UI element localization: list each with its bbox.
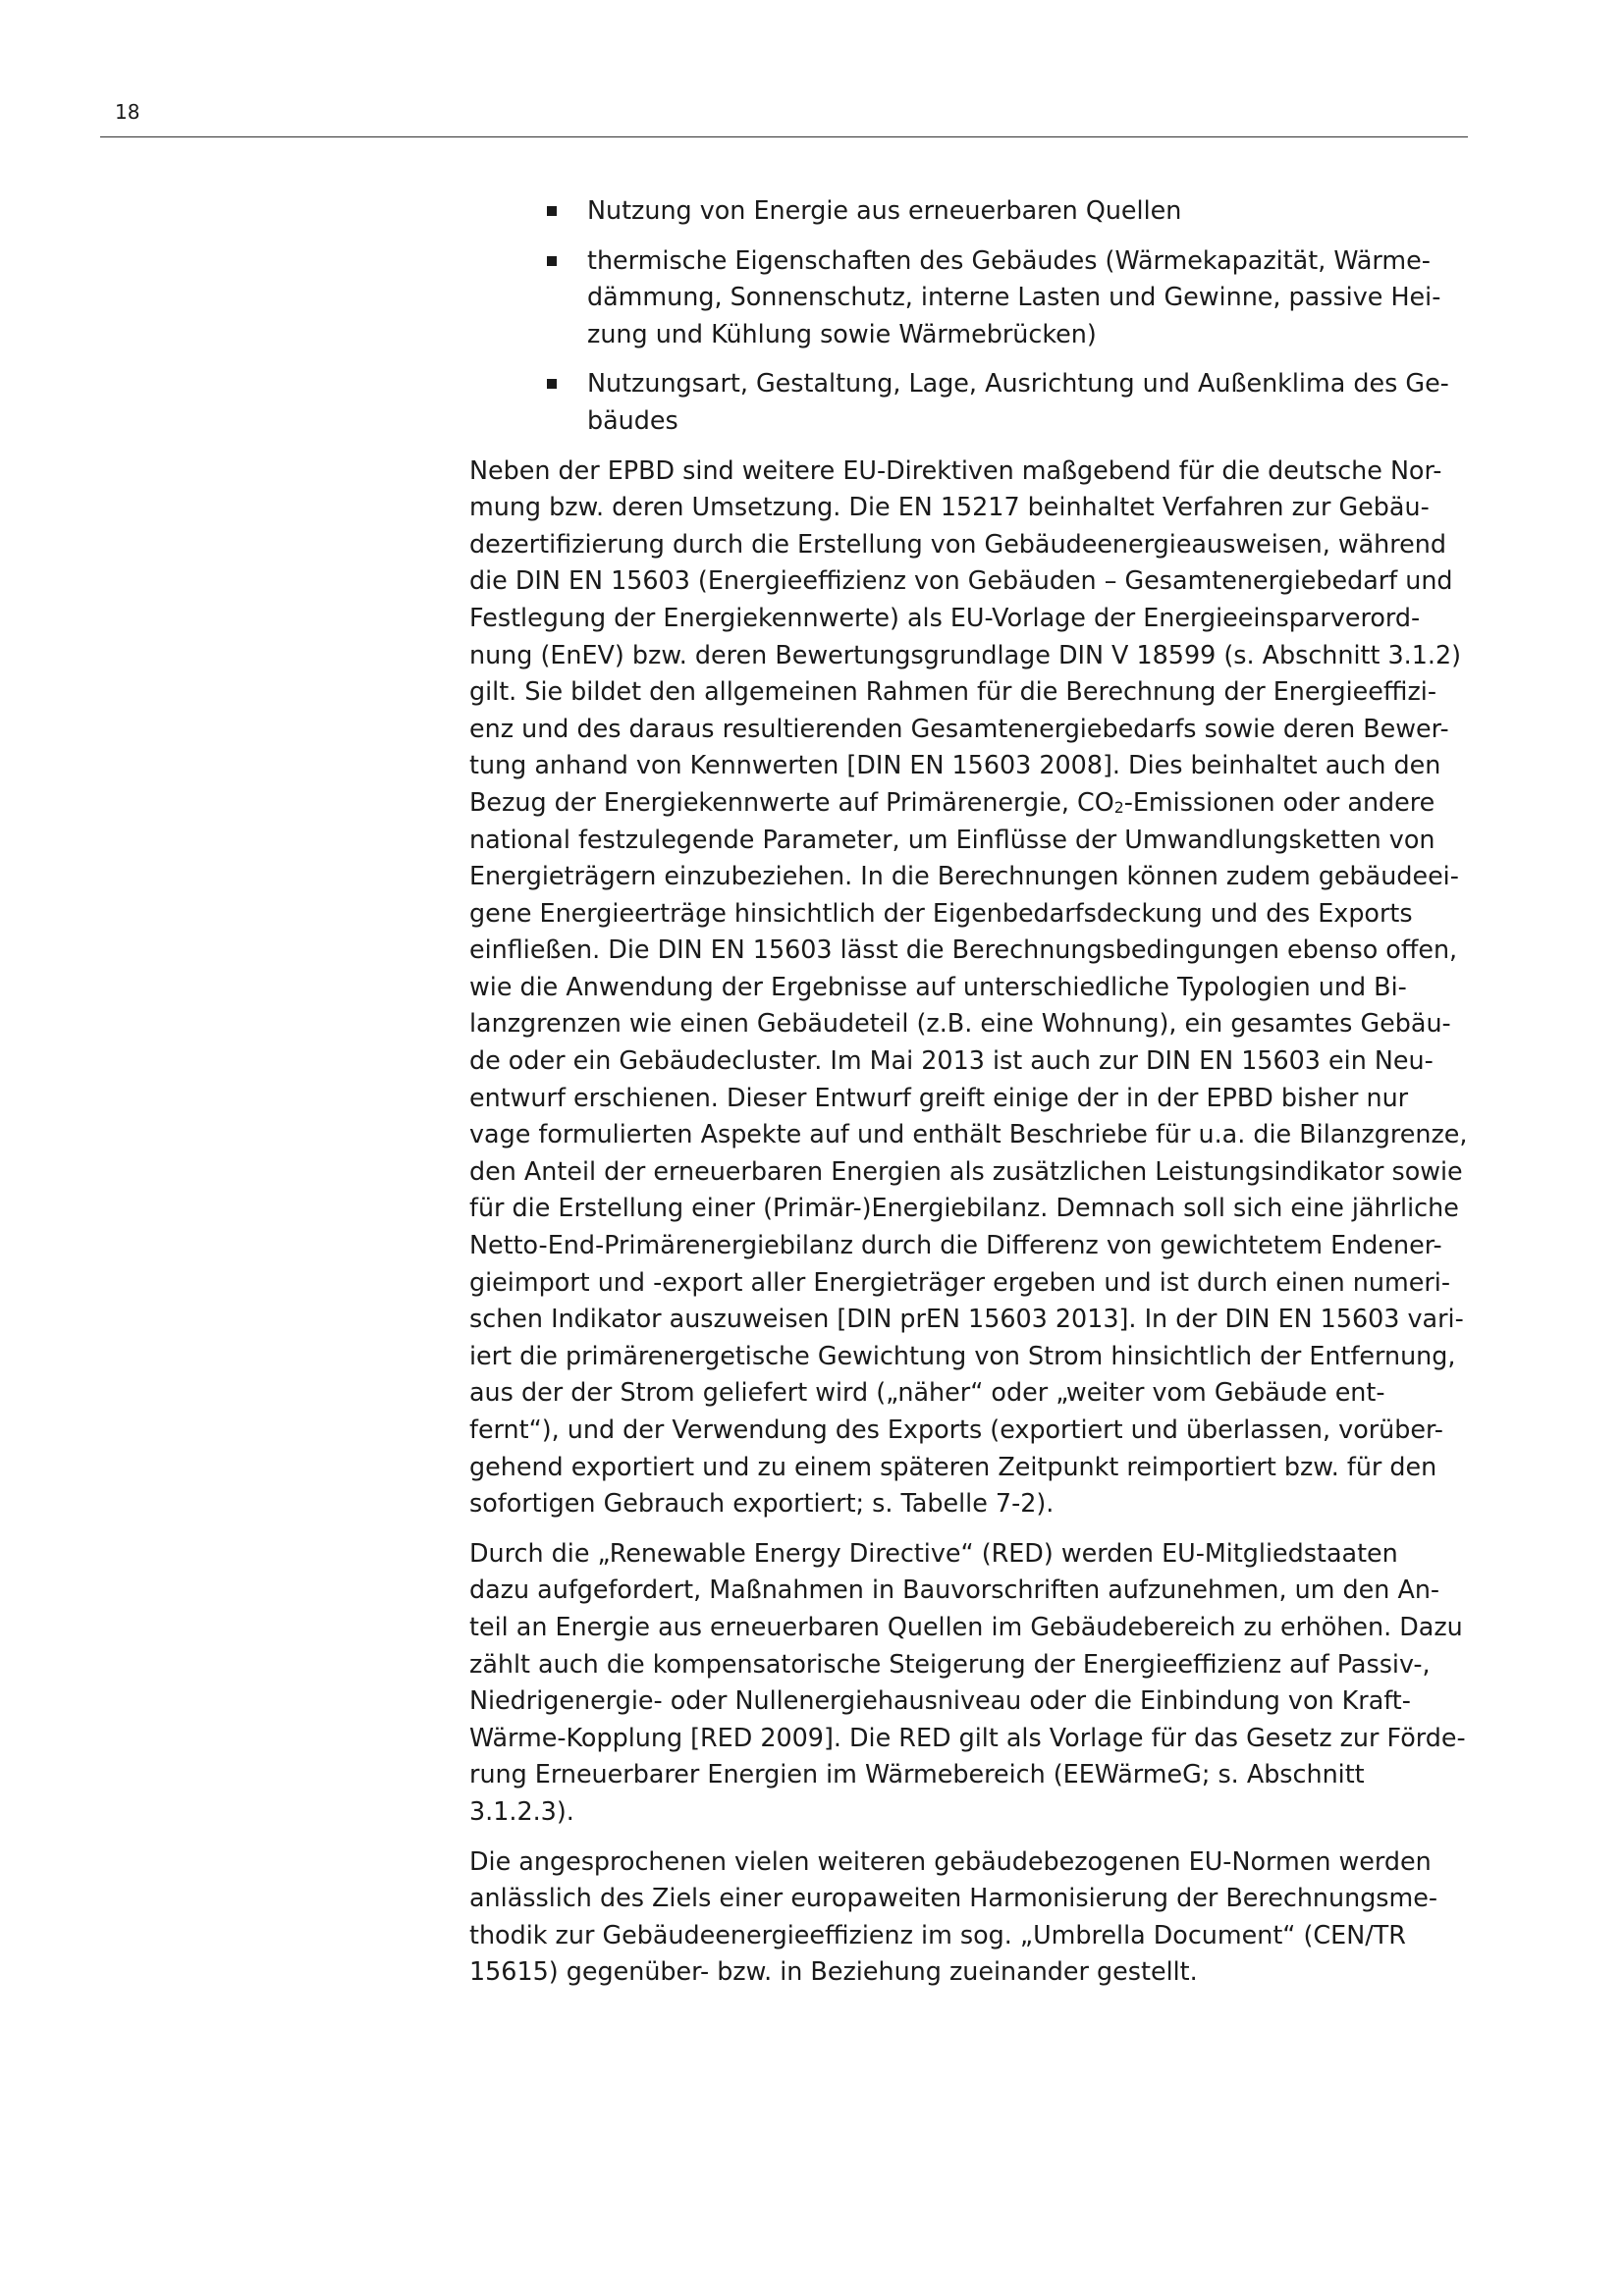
text-line: die DIN EN 15603 (Energieeffizienz von Gebäuden – Gesamtenergiebedarf und — [469, 565, 1453, 596]
text-line: tung anhand von Kennwerten [DIN EN 15603 2008]. Dies beinhaltet auch den — [469, 750, 1441, 780]
text-line: Nutzungsart, Gestaltung, Lage, Ausrichtung und Außenklima des Ge- — [587, 368, 1449, 399]
text-segment: Bezug der Energiekennwerte auf Primärenergie, CO — [469, 786, 1114, 817]
bullet-item — [469, 192, 1453, 230]
text-line: thermische Eigenschaften des Gebäudes (Wärmekapazität, Wärme- — [587, 244, 1431, 275]
text-line: teil an Energie aus erneuerbaren Quellen im Gebäudebereich zu erhöhen. Dazu — [469, 1611, 1463, 1641]
text-segment: -Emissionen oder andere — [1123, 786, 1435, 817]
text-line: Durch die „Renewable Energy Directive“ (RED) werden EU-Mitgliedstaaten — [469, 1537, 1398, 1568]
paragraph-umbrella-document — [469, 1843, 1453, 1991]
text-line: Festlegung der Energiekennwerte) als EU-Vorlage der Energieeinsparverord- — [469, 602, 1421, 632]
paragraph-epbd-directives — [469, 453, 1468, 1522]
text-line: de oder ein Gebäudecluster. Im Mai 2013 ist auch zur DIN EN 15603 ein Neu- — [469, 1045, 1434, 1076]
text-line: zung und Kühlung sowie Wärmebrücken) — [587, 318, 1097, 348]
text-line: fernt“), und der Verwendung des Exports (exportiert und überlassen, vorüber- — [469, 1415, 1443, 1444]
text-line: sofortigen Gebrauch exportiert; s. Tabelle 7-2). — [469, 1488, 1055, 1519]
text-line: gilt. Sie bildet den allgemeinen Rahmen für die Berechnung der Energieeffizi- — [469, 676, 1436, 707]
text-line: einfließen. Die DIN EN 15603 lässt die Berechnungsbedingungen ebenso offen, — [469, 934, 1458, 965]
text-line: vage formulierten Aspekte auf und enthält Beschriebe für u.a. die Bilanzgrenze, — [469, 1119, 1468, 1149]
text-line: Die angesprochenen vielen weiteren gebäudebezogenen EU-Normen werden — [469, 1845, 1432, 1876]
text-line: thodik zur Gebäudeenergieeffizienz im sog. „Umbrella Document“ (CEN/TR — [469, 1919, 1406, 1949]
bullet-list — [469, 192, 1453, 440]
text-line: zählt auch die kompensatorische Steigerung der Energieeffizienz auf Passiv-, — [469, 1648, 1431, 1679]
text-line: bäudes — [587, 404, 678, 435]
bullet-item — [469, 242, 1453, 353]
text-line: iert die primärenergetische Gewichtung von Strom hinsichtlich der Entfernung, — [469, 1340, 1456, 1370]
text-line: Niedrigenergie- oder Nullenergiehausniveau oder die Einbindung von Kraft- — [469, 1685, 1411, 1716]
text-line: wie die Anwendung der Ergebnisse auf unterschiedliche Typologien und Bi- — [469, 971, 1407, 1001]
text-line: den Anteil der erneuerbaren Energien als zusätzlichen Leistungsindikator sowie — [469, 1155, 1463, 1186]
co2-subscript: 2 — [1113, 797, 1124, 817]
text-line: für die Erstellung einer (Primär-)Energiebilanz. Demnach soll sich eine jährliche — [469, 1193, 1459, 1223]
text-line: dezertifizierung durch die Erstellung von Gebäudeenergieausweisen, während — [469, 528, 1446, 559]
text-line: Neben der EPBD sind weitere EU-Direktiven maßgebend für die deutsche Nor- — [469, 454, 1442, 485]
text-line: national festzulegende Parameter, um Einflüsse der Umwandlungsketten von — [469, 824, 1435, 854]
bullet-square-icon — [547, 206, 557, 216]
text-line: Wärme-Kopplung [RED 2009]. Die RED gilt als Vorlage für das Gesetz zur Förde- — [469, 1722, 1466, 1752]
text-line: mung bzw. deren Umsetzung. Die EN 15217 beinhaltet Verfahren zur Gebäu- — [469, 492, 1430, 522]
text-line-co2 — [469, 784, 1453, 822]
text-line: dämmung, Sonnenschutz, interne Lasten und Gewinne, passive Hei- — [587, 282, 1441, 312]
header-rule — [100, 136, 1468, 137]
page-number: 18 — [115, 100, 140, 124]
text-line: aus der der Strom geliefert wird („näher“ oder „weiter vom Gebäude ent- — [469, 1377, 1385, 1408]
bullet-item — [469, 365, 1453, 439]
text-line: dazu aufgefordert, Maßnahmen in Bauvorschriften aufzunehmen, um den An- — [469, 1575, 1440, 1605]
text-line: 15615) gegenüber- bzw. in Beziehung zueinander gestellt. — [469, 1956, 1198, 1987]
paragraph-red-directive — [469, 1535, 1466, 1831]
text-line: Netto-End-Primärenergiebilanz durch die Differenz von gewichtetem Endener- — [469, 1230, 1442, 1260]
text-line: Energieträgern einzubeziehen. In die Berechnungen können zudem gebäudeei- — [469, 861, 1459, 891]
text-line: lanzgrenzen wie einen Gebäudeteil (z.B. eine Wohnung), ein gesamtes Gebäu- — [469, 1008, 1451, 1039]
text-line: schen Indikator auszuweisen [DIN prEN 15603 2013]. In der DIN EN 15603 vari- — [469, 1304, 1464, 1334]
text-line: Nutzung von Energie aus erneuerbaren Quellen — [587, 195, 1182, 225]
bullet-square-icon — [547, 379, 557, 389]
page-body — [469, 192, 1468, 2003]
text-line: anlässlich des Ziels einer europaweiten Harmonisierung der Berechnungsme- — [469, 1883, 1438, 1913]
text-line: rung Erneuerbarer Energien im Wärmebereich (EEWärmeG; s. Abschnitt — [469, 1759, 1365, 1789]
text-line: enz und des daraus resultierenden Gesamtenergiebedarfs sowie deren Bewer- — [469, 713, 1449, 743]
text-line: nung (EnEV) bzw. deren Bewertungsgrundlage DIN V 18599 (s. Abschnitt 3.1.2) — [469, 639, 1462, 669]
text-line: gehend exportiert und zu einem späteren Zeitpunkt reimportiert bzw. für den — [469, 1451, 1437, 1481]
text-line: gieimport und -export aller Energieträger ergeben und ist durch einen numeri- — [469, 1266, 1450, 1297]
text-line: gene Energieerträge hinsichtlich der Eigenbedarfsdeckung und des Exports — [469, 897, 1413, 928]
bullet-square-icon — [547, 256, 557, 266]
text-line: 3.1.2.3). — [469, 1795, 574, 1826]
text-line: entwurf erschienen. Dieser Entwurf greift einige der in der EPBD bisher nur — [469, 1082, 1409, 1112]
